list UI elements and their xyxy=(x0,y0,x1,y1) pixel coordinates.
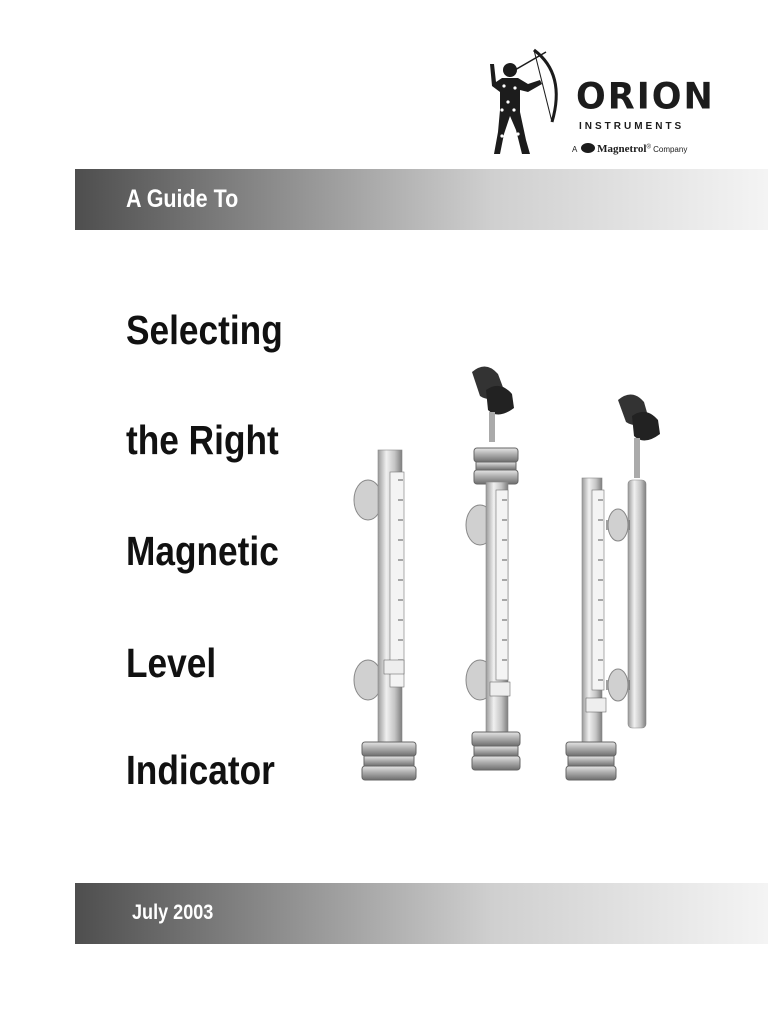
indicator-unit-3 xyxy=(566,394,660,780)
brand-subtitle: INSTRUMENTS xyxy=(579,121,685,132)
title-line: Indicator xyxy=(126,747,275,793)
header-band-label: A Guide To xyxy=(126,185,239,213)
title-line: Level xyxy=(126,640,217,686)
orion-instruments-logo xyxy=(488,44,728,164)
date-band xyxy=(75,883,768,944)
indicator-unit-1 xyxy=(354,450,416,780)
company-registered-mark: ® xyxy=(646,144,651,151)
parent-company xyxy=(572,143,687,155)
publication-date: July 2003 xyxy=(132,901,214,924)
brand-name: ORION xyxy=(576,75,715,118)
title-line: Magnetic xyxy=(126,528,279,574)
indicator-unit-2 xyxy=(466,366,520,770)
magnetic-level-indicators-image xyxy=(348,360,678,800)
company-prefix: A xyxy=(572,145,577,154)
company-name: Magnetrol xyxy=(597,143,647,155)
title-line: Selecting xyxy=(126,307,283,353)
header-band xyxy=(75,169,768,230)
title-line: the Right xyxy=(126,417,279,463)
magnetrol-mark-icon xyxy=(581,143,595,153)
company-suffix: Company xyxy=(653,145,688,154)
archer-icon xyxy=(488,44,568,158)
